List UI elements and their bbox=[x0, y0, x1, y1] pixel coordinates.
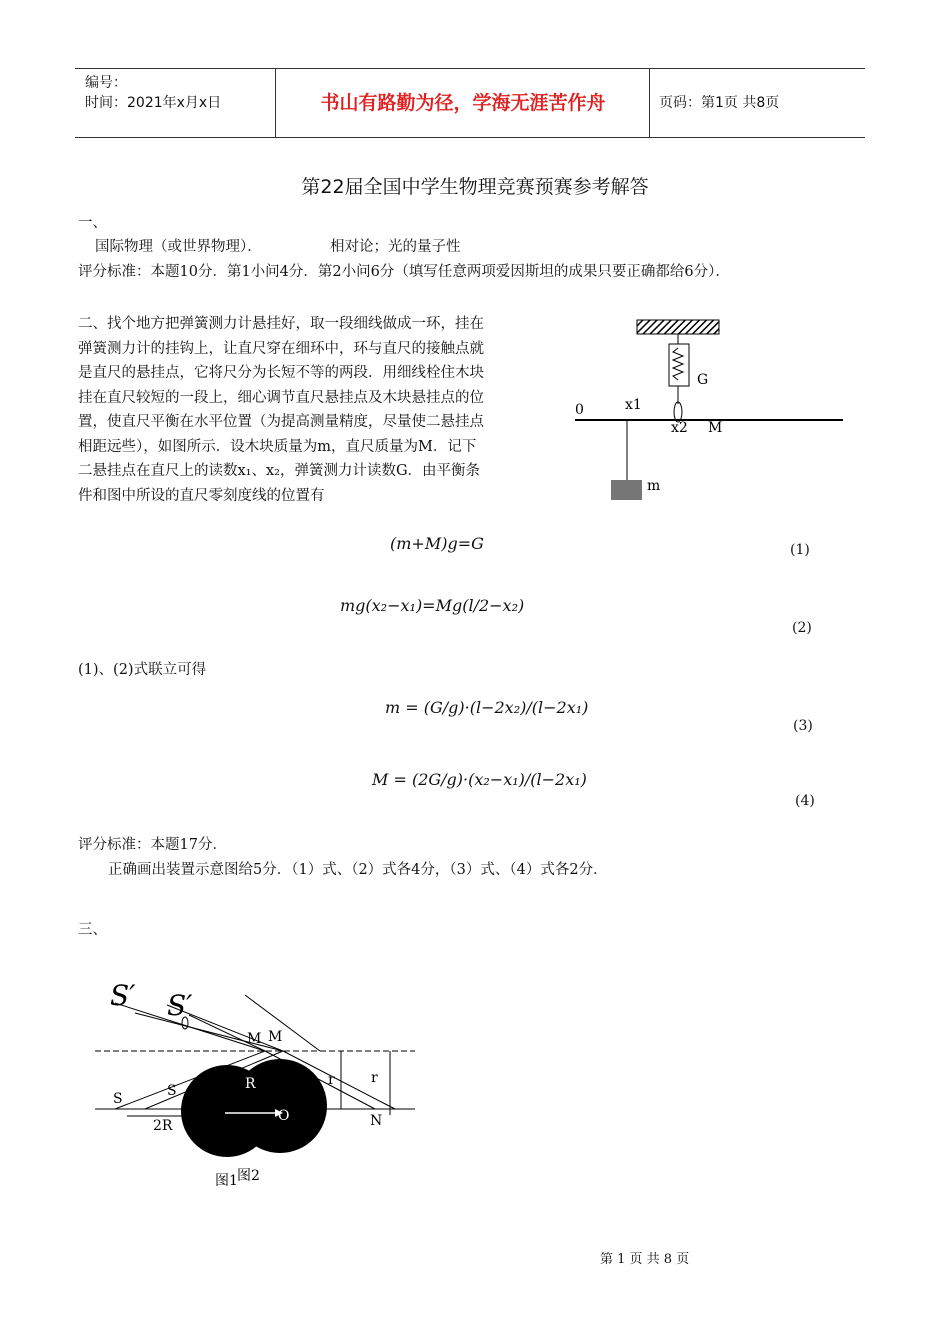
page-header bbox=[75, 68, 865, 138]
label-o: O bbox=[278, 1108, 290, 1124]
label-s-1: S bbox=[113, 1091, 123, 1107]
paragraph-line: 挂在直尺较短的一段上，细心调节直尺悬挂点及木块悬挂点的位 bbox=[78, 389, 484, 406]
header-page-info: 页码：第1页 共8页 bbox=[659, 95, 780, 111]
equation-2: mg(x₂−x₁)=Mg(l/2−x₂) bbox=[340, 596, 525, 615]
ceiling-support bbox=[637, 320, 719, 334]
equation-3-number: (3) bbox=[793, 718, 813, 734]
paragraph-line: 弹簧测力计的挂钩上，让直尺穿在细环中，环与直尺的接触点就 bbox=[78, 340, 484, 357]
label-s-prime-1: S′ bbox=[110, 979, 136, 1012]
label-g: G bbox=[697, 372, 709, 388]
label-r-1: r bbox=[328, 1072, 335, 1088]
section2-scoring-detail: 正确画出装置示意图给5分．（1）式、（2）式各4分，（3）式、（4）式各2分． bbox=[108, 862, 608, 878]
label-zero: 0 bbox=[575, 402, 584, 418]
section1-scoring: 评分标准：本题10分．第1小问4分．第2小问6分（填写任意两项爱因斯坦的成果只要正确都给6分）． bbox=[78, 264, 730, 280]
label-fig1: 图1 bbox=[215, 1173, 238, 1189]
section2-scoring: 评分标准：本题17分． bbox=[78, 837, 227, 853]
spring-scale bbox=[669, 344, 689, 386]
label-two-r: 2R bbox=[153, 1118, 173, 1134]
spring-balance-figure bbox=[565, 312, 855, 507]
section3-heading: 三、 bbox=[78, 922, 107, 938]
header-meta bbox=[85, 69, 221, 141]
time-label: 时间：2021年x月x日 bbox=[85, 95, 222, 111]
section1-answer-a: 国际物理（或世界物理）． bbox=[95, 239, 262, 255]
sphere-2 bbox=[233, 1059, 327, 1153]
equation-1-number: (1) bbox=[790, 542, 810, 558]
section2-paragraph bbox=[78, 312, 548, 508]
spring-coil bbox=[673, 348, 683, 380]
section1-answer-b: 相对论；光的量子性 bbox=[330, 239, 461, 255]
equation-4-number: (4) bbox=[795, 793, 815, 809]
equation-1: (m+M)g=G bbox=[390, 534, 484, 553]
paragraph-line: 件和图中所设的直尺零刻度线的位置有 bbox=[78, 487, 325, 504]
paragraph-line: 二悬挂点在直尺上的读数x₁、x₂，弹簧测力计读数G．由平衡条 bbox=[78, 463, 481, 479]
paragraph-line: 是直尺的悬挂点，它将尺分为长短不等的两段．用细线栓住木块 bbox=[78, 365, 484, 381]
label-m-1: M bbox=[247, 1031, 262, 1047]
paragraph-line: 二、找个地方把弹簧测力计悬挂好，取一段细线做成一环，挂在 bbox=[78, 316, 484, 332]
label-s-prime-2: S′ bbox=[167, 989, 193, 1022]
paragraph-line: 相距远些），如图所示．设木块质量为m，直尺质量为M．记下 bbox=[78, 438, 477, 455]
combine-text: (1)、(2)式联立可得 bbox=[78, 662, 207, 678]
wood-block bbox=[611, 480, 642, 500]
page-title: 第22届全国中学生物理竞赛预赛参考解答 bbox=[301, 176, 649, 198]
equation-2-number: (2) bbox=[792, 620, 812, 636]
label-small-m: m bbox=[647, 478, 661, 494]
label-big-r: R bbox=[245, 1076, 256, 1092]
label-s-2: S bbox=[167, 1083, 177, 1099]
label-n: N bbox=[370, 1113, 383, 1129]
label-fig2: 图2 bbox=[237, 1168, 260, 1184]
optics-figure bbox=[85, 975, 425, 1200]
header-divider bbox=[649, 69, 650, 137]
number-label: 编号： bbox=[85, 75, 127, 91]
label-r-2: r bbox=[371, 1070, 378, 1086]
page-footer: 第 1 页 共 8 页 bbox=[600, 1252, 690, 1267]
equation-4: M = (2G/g)·(x₂−x₁)/(l−2x₁) bbox=[372, 770, 587, 789]
label-x2: x2 bbox=[671, 420, 688, 436]
header-divider bbox=[275, 69, 276, 137]
section1-heading: 一、 bbox=[78, 215, 107, 231]
label-m-2: M bbox=[268, 1029, 283, 1045]
equation-3: m = (G/g)·(l−2x₂)/(l−2x₁) bbox=[385, 698, 589, 717]
label-big-m: M bbox=[708, 420, 723, 436]
paragraph-line: 置，使直尺平衡在水平位置（为提高测量精度，尽量使二悬挂点 bbox=[78, 414, 484, 430]
label-x1: x1 bbox=[625, 397, 642, 413]
header-motto: 书山有路勤为径，学海无涯苦作舟 bbox=[320, 92, 606, 114]
